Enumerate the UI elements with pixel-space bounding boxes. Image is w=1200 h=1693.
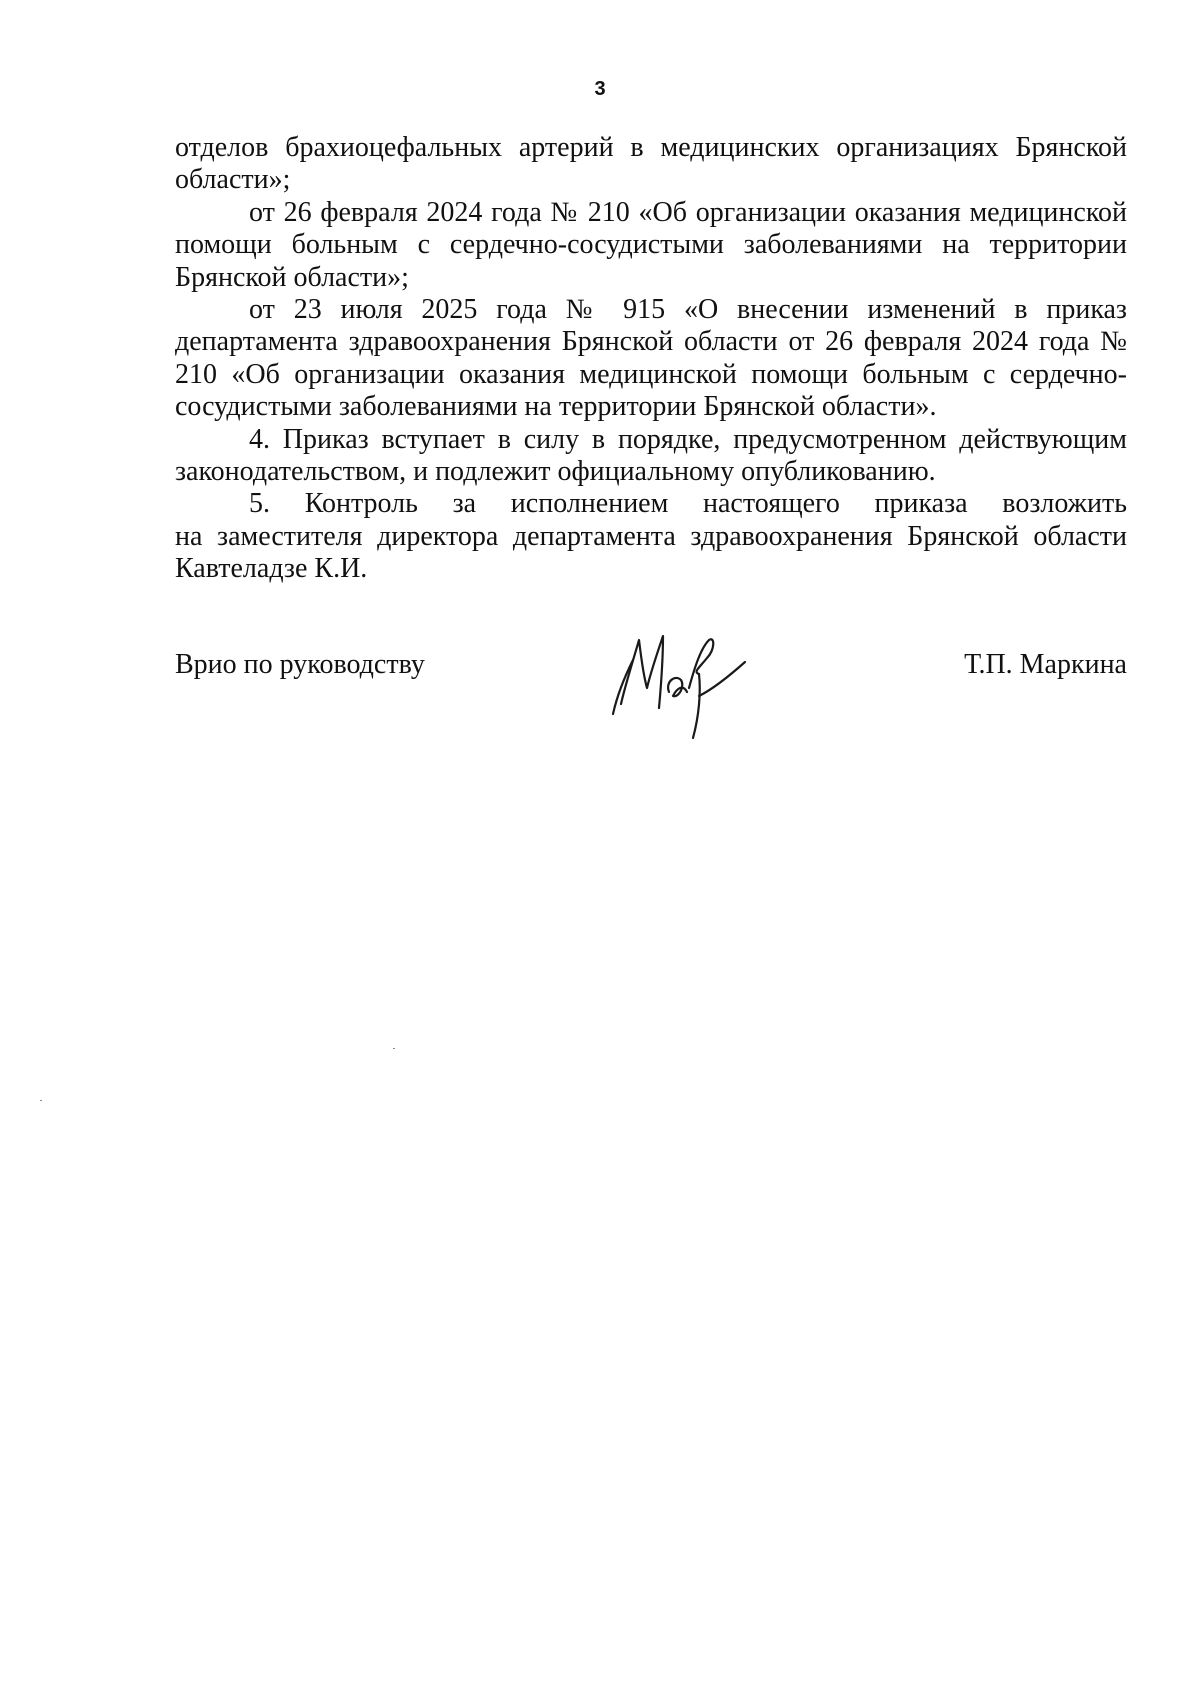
handwritten-signature bbox=[603, 626, 753, 741]
paragraph-item-5-first-line: 5. Контроль за исполнением настоящего приказа возложить bbox=[249, 488, 1127, 520]
paragraph-continuation: отделов брахиоцефальных артерий в медицинских организациях Брянской области»; bbox=[175, 132, 1127, 196]
document-body bbox=[175, 132, 1127, 586]
signature-block bbox=[175, 636, 1127, 746]
paragraph-item-4: 4. Приказ вступает в силу в порядке, предусмотренном действующим законодательством, и подлежит официальному опубликованию. bbox=[175, 423, 1127, 488]
signatory-role: Врио по руководству bbox=[175, 649, 425, 680]
scan-speck bbox=[40, 1100, 42, 1101]
page-number: 3 bbox=[594, 78, 606, 100]
signatory-name: Т.П. Маркина bbox=[964, 649, 1127, 680]
paragraph-order-915: от 23 июля 2025 года № 915 «О внесении изменений в приказ департамента здравоохранения Брянской области от 26 февраля 2024 года № 210 «Об организации оказания медицинской помощи больным с сердечно-сосудистыми заболеваниями на территории Брянской области». bbox=[175, 294, 1127, 423]
scan-speck bbox=[393, 1048, 395, 1049]
paragraph-item-5-rest: на заместителя директора департамента здравоохранения Брянской области Кавтеладзе К.И. bbox=[175, 520, 1127, 585]
paragraph-order-210: от 26 февраля 2024 года № 210 «Об организации оказания медицинской помощи больным с сердечно-сосудистыми заболеваниями на территории Брянской области»; bbox=[175, 196, 1127, 293]
